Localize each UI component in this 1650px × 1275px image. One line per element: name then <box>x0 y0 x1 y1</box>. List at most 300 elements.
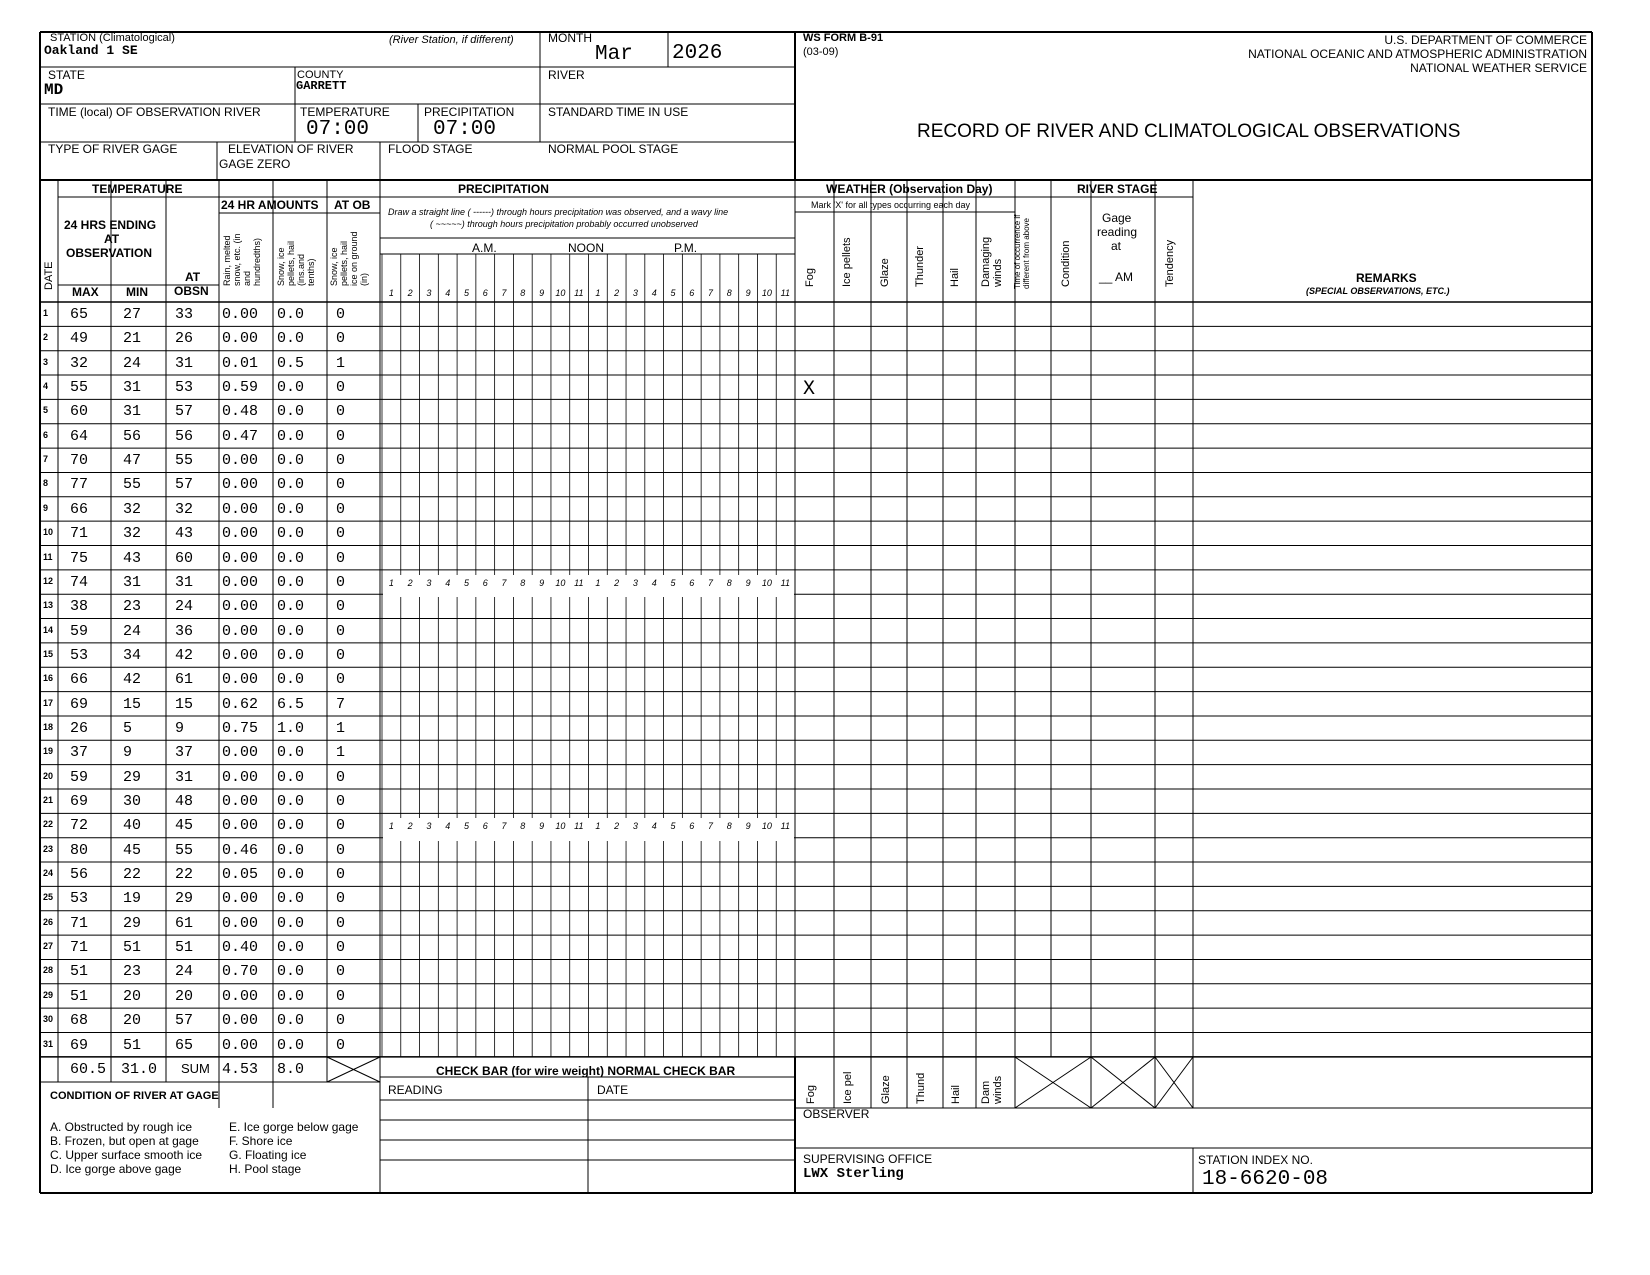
min-average: 31.0 <box>121 1061 158 1078</box>
obs-temp-cell: 9 <box>175 719 185 737</box>
min-header: MIN <box>126 285 148 299</box>
max-temp-cell: 49 <box>70 330 89 348</box>
max-temp-cell: 80 <box>70 841 89 859</box>
hour-number: 4 <box>445 288 451 298</box>
date-cell: 29 <box>43 989 54 1000</box>
snow-cell: 0.0 <box>277 671 305 689</box>
ground-cell: 0 <box>336 841 346 859</box>
hour-number: 10 <box>555 577 566 588</box>
hour-number: 6 <box>482 821 488 832</box>
ground-cell: 0 <box>336 452 346 470</box>
agency-line-3: NATIONAL WEATHER SERVICE <box>1410 61 1587 75</box>
am-header: A.M. <box>472 241 497 255</box>
hour-number: 2 <box>614 821 620 832</box>
snow-cell: 0.0 <box>277 646 305 664</box>
gage-header-3: at <box>1111 239 1122 253</box>
station-index-value: 18-6620-08 <box>1202 1168 1329 1191</box>
snow-cell: 0.0 <box>277 476 305 494</box>
hour-number: 5 <box>463 821 469 832</box>
precipitation-time-label: PRECIPITATION <box>424 105 515 119</box>
ground-cell: 0 <box>336 817 346 835</box>
hrs-ending-1: 24 HRS ENDING <box>64 218 157 232</box>
ground-cell: 0 <box>336 598 346 616</box>
hrs-ending-3: OBSERVATION <box>66 246 153 260</box>
hour-number: 8 <box>726 577 732 588</box>
obs-temp-cell: 55 <box>175 452 194 470</box>
hour-number: 7 <box>708 821 714 832</box>
snow-cell: 0.0 <box>277 379 305 397</box>
agency-line-2: NATIONAL OCEANIC AND ATMOSPHERIC ADMINISTRATION <box>1248 47 1587 61</box>
min-temp-cell: 55 <box>123 476 142 494</box>
date-cell: 16 <box>43 673 54 684</box>
max-temp-cell: 72 <box>70 817 89 835</box>
min-temp-cell: 5 <box>123 719 133 737</box>
max-temp-cell: 71 <box>70 914 89 932</box>
hour-number: 1 <box>388 577 394 588</box>
hour-number: 6 <box>689 821 695 832</box>
date-cell: 3 <box>43 356 49 367</box>
date-cell: 25 <box>43 892 54 903</box>
hour-number: 4 <box>651 821 657 832</box>
tendency-header: Tendency <box>1164 239 1176 287</box>
date-cell: 5 <box>43 405 49 416</box>
snow-cell: 0.0 <box>277 573 305 591</box>
max-temp-cell: 68 <box>70 1012 89 1030</box>
hour-number: 2 <box>407 821 413 832</box>
hour-number: 2 <box>614 577 620 588</box>
hour-number: 6 <box>482 288 488 298</box>
ground-cell: 0 <box>336 890 346 908</box>
min-temp-cell: 32 <box>123 500 142 518</box>
state-value: MD <box>44 81 64 99</box>
max-temp-cell: 69 <box>70 1036 89 1054</box>
min-temp-cell: 31 <box>123 403 142 421</box>
hour-number: 5 <box>670 821 676 832</box>
flood-stage-label: FLOOD STAGE <box>388 142 473 156</box>
hour-number: 11 <box>780 288 790 298</box>
rain-cell: 0.05 <box>222 866 259 884</box>
obs-temp-cell: 57 <box>175 476 194 494</box>
county-value: GARRETT <box>296 79 347 93</box>
obs-temp-cell: 42 <box>175 646 194 664</box>
max-temp-cell: 66 <box>70 671 89 689</box>
snow-cell: 0.0 <box>277 549 305 567</box>
river-stage-header: RIVER STAGE <box>1077 182 1158 196</box>
condition-header: Condition <box>1060 240 1072 287</box>
fog-summary: Fog <box>805 1085 817 1104</box>
hour-number: 7 <box>708 577 714 588</box>
rain-cell: 0.00 <box>222 1012 259 1030</box>
rain-cell: 0.00 <box>222 622 259 640</box>
obs-temp-cell: 31 <box>175 573 194 591</box>
max-temp-cell: 71 <box>70 525 89 543</box>
ground-cell: 0 <box>336 866 346 884</box>
precip-instructions-2: ( ~~~~~) through hours precipitation probably occurred unobserved <box>430 219 698 229</box>
hour-number: 10 <box>555 288 566 298</box>
rain-cell: 0.75 <box>222 719 259 737</box>
snow-cell: 0.0 <box>277 744 305 762</box>
thund-summary: Thund <box>915 1072 927 1104</box>
date-cell: 9 <box>43 502 49 513</box>
rain-cell: 0.00 <box>222 452 259 470</box>
hour-number: 3 <box>426 821 432 832</box>
min-temp-cell: 31 <box>123 573 142 591</box>
condition-b: B. Frozen, but open at gage <box>50 1134 199 1148</box>
snow-cell: 0.0 <box>277 939 305 957</box>
date-cell: 12 <box>43 575 54 586</box>
noon-header: NOON <box>568 241 604 255</box>
observer-label: OBSERVER <box>803 1107 870 1121</box>
max-header: MAX <box>72 285 99 299</box>
fog-header: Fog <box>804 268 816 287</box>
min-temp-cell: 42 <box>123 671 142 689</box>
date-cell: 26 <box>43 916 54 927</box>
snow-cell: 1.0 <box>277 719 305 737</box>
date-cell: 21 <box>43 795 54 805</box>
precipitation-header: PRECIPITATION <box>458 182 549 196</box>
ground-cell: 0 <box>336 500 346 518</box>
snow-cell: 0.0 <box>277 963 305 981</box>
min-temp-cell: 23 <box>123 963 142 981</box>
supervising-office-label: SUPERVISING OFFICE <box>803 1152 933 1166</box>
obs-temp-cell: 56 <box>175 427 194 445</box>
min-temp-cell: 51 <box>123 1036 142 1054</box>
hour-number: 2 <box>407 288 413 298</box>
obs-temp-cell: 29 <box>175 890 194 908</box>
ground-header: Snow, ice pellets, hail ice on ground (in) <box>329 231 369 286</box>
min-temp-cell: 29 <box>123 768 142 786</box>
max-temp-cell: 51 <box>70 963 89 981</box>
form-date: (03-09) <box>803 46 839 58</box>
hour-number: 9 <box>539 577 545 588</box>
rain-cell: 0.01 <box>222 354 259 372</box>
max-temp-cell: 51 <box>70 987 89 1005</box>
hail-header: Hail <box>949 268 961 287</box>
hour-number: 10 <box>761 288 772 298</box>
obs-temp-cell: 60 <box>175 549 194 567</box>
obsn-header: OBSN <box>174 284 209 298</box>
condition-g: G. Floating ice <box>229 1148 307 1162</box>
form-title: RECORD OF RIVER AND CLIMATOLOGICAL OBSERVATIONS <box>917 121 1461 142</box>
hour-number: 1 <box>595 288 601 298</box>
min-temp-cell: 51 <box>123 939 142 957</box>
rain-cell: 0.00 <box>222 573 259 591</box>
date-header: DATE <box>43 261 55 290</box>
ground-cell: 0 <box>336 379 346 397</box>
ice-pel-summary: Ice pel <box>842 1071 854 1104</box>
snow-cell: 0.0 <box>277 817 305 835</box>
max-average: 60.5 <box>70 1061 107 1078</box>
at-ob-header: AT OB <box>334 198 371 212</box>
max-temp-cell: 77 <box>70 476 89 494</box>
ground-cell: 0 <box>336 939 346 957</box>
rain-cell: 0.48 <box>222 403 259 421</box>
hour-number: 4 <box>445 821 451 832</box>
min-temp-cell: 34 <box>123 646 142 664</box>
date-cell: 8 <box>43 478 49 489</box>
date-cell: 24 <box>43 868 54 879</box>
min-temp-cell: 24 <box>123 622 142 640</box>
obs-temp-cell: 20 <box>175 987 194 1005</box>
hour-number: 8 <box>726 821 732 832</box>
min-temp-cell: 45 <box>123 841 142 859</box>
min-temp-cell: 29 <box>123 914 142 932</box>
snow-cell: 0.0 <box>277 427 305 445</box>
obs-temp-cell: 43 <box>175 525 194 543</box>
obs-temp-cell: 57 <box>175 403 194 421</box>
date-cell: 31 <box>43 1038 54 1049</box>
rain-cell: 0.00 <box>222 1036 259 1054</box>
hour-number: 9 <box>745 288 751 298</box>
hour-number: 3 <box>426 288 432 298</box>
hour-number: 11 <box>574 577 584 588</box>
hour-number: 4 <box>651 288 657 298</box>
max-temp-cell: 69 <box>70 793 89 810</box>
min-temp-cell: 20 <box>123 1012 142 1030</box>
year-value: 2026 <box>672 42 723 65</box>
hour-number: 7 <box>708 288 714 298</box>
hour-number: 9 <box>539 288 545 298</box>
ground-cell: 0 <box>336 987 346 1005</box>
hour-number: 3 <box>426 577 432 588</box>
obs-temp-cell: 32 <box>175 500 194 518</box>
hour-number: 9 <box>745 821 751 832</box>
hour-number: 1 <box>595 821 601 832</box>
ground-cell: 0 <box>336 573 346 591</box>
standard-time-label: STANDARD TIME IN USE <box>548 105 689 119</box>
ground-cell: 0 <box>336 963 346 981</box>
min-temp-cell: 47 <box>123 452 142 470</box>
snow-cell: 0.0 <box>277 452 305 470</box>
hour-number: 3 <box>632 288 638 298</box>
obs-temp-cell: 26 <box>175 330 194 348</box>
obs-temp-cell: 15 <box>175 695 194 713</box>
rain-cell: 0.00 <box>222 525 259 543</box>
gage-header-2: reading <box>1097 225 1138 239</box>
ground-cell: 1 <box>336 354 346 372</box>
min-temp-cell: 15 <box>123 695 142 713</box>
ice-pellets-header: Ice pellets <box>841 237 853 287</box>
rain-cell: 0.00 <box>222 549 259 567</box>
obs-temp-cell: 24 <box>175 963 194 981</box>
min-temp-cell: 40 <box>123 817 142 835</box>
max-temp-cell: 59 <box>70 768 89 786</box>
dam-winds-summary: Dam winds <box>980 1075 1004 1104</box>
rain-cell: 0.00 <box>222 671 259 689</box>
ground-cell: 0 <box>336 330 346 348</box>
date-cell: 6 <box>43 429 49 440</box>
date-cell: 2 <box>43 332 49 343</box>
hail-summary: Hail <box>950 1085 962 1104</box>
glaze-header: Glaze <box>879 258 891 287</box>
check-bar-label: CHECK BAR (for wire weight) NORMAL CHECK BAR <box>436 1064 736 1078</box>
obs-temp-cell: 24 <box>175 598 194 616</box>
hour-number: 8 <box>520 577 526 588</box>
precipitation-time-value: 07:00 <box>433 118 497 141</box>
fog-mark: X <box>803 378 816 402</box>
obs-temp-cell: 22 <box>175 866 194 884</box>
ground-cell: 0 <box>336 646 346 664</box>
hour-number: 6 <box>689 577 695 588</box>
hour-number: 11 <box>780 577 790 588</box>
rain-cell: 0.00 <box>222 646 259 664</box>
ground-cell: 0 <box>336 671 346 689</box>
hour-number: 10 <box>761 577 772 588</box>
temperature-time-value: 07:00 <box>306 118 370 141</box>
station-value: Oakland 1 SE <box>44 43 138 58</box>
min-temp-cell: 19 <box>123 890 142 908</box>
time-occurrence-header: Time of occurrence if different from above <box>1013 214 1031 289</box>
rain-cell: 0.46 <box>222 841 259 859</box>
ground-cell: 1 <box>336 744 346 762</box>
hour-number: 10 <box>555 821 566 832</box>
min-temp-cell: 20 <box>123 987 142 1005</box>
hour-number: 8 <box>726 288 732 298</box>
obs-temp-cell: 36 <box>175 622 194 640</box>
obs-temp-cell: 31 <box>175 354 194 372</box>
rain-cell: 0.00 <box>222 744 259 762</box>
snow-cell: 0.0 <box>277 841 305 859</box>
snow-cell: 0.0 <box>277 914 305 932</box>
agency-line-1: U.S. DEPARTMENT OF COMMERCE <box>1384 33 1587 47</box>
obs-temp-cell: 53 <box>175 379 194 397</box>
hour-number: 1 <box>388 821 394 832</box>
obs-temp-cell: 31 <box>175 768 194 786</box>
date-cell: 15 <box>43 648 54 659</box>
rain-cell: 0.62 <box>222 695 259 713</box>
hour-number: 10 <box>761 821 772 832</box>
date-cell: 18 <box>43 721 54 732</box>
snow-cell: 0.5 <box>277 354 305 372</box>
river-station-label: (River Station, if different) <box>389 34 514 46</box>
min-temp-cell: 21 <box>123 330 142 348</box>
snow-header: Snow, ice pellets, hail (ins.and tenths) <box>276 240 316 286</box>
hour-number: 1 <box>595 577 601 588</box>
sum-label: SUM <box>181 1061 210 1076</box>
max-temp-cell: 65 <box>70 306 89 323</box>
hour-number: 7 <box>501 821 507 832</box>
obs-temp-cell: 61 <box>175 671 194 689</box>
max-temp-cell: 26 <box>70 719 89 737</box>
observation-time-label: TIME (local) OF OBSERVATION RIVER <box>48 105 261 119</box>
min-temp-cell: 30 <box>123 793 142 810</box>
snow-cell: 0.0 <box>277 330 305 348</box>
rain-cell: 0.70 <box>222 963 259 981</box>
form-id: WS FORM B-91 <box>803 32 884 44</box>
condition-title: CONDITION OF RIVER AT GAGE <box>50 1090 219 1102</box>
snow-cell: 0.0 <box>277 403 305 421</box>
month-value: Mar <box>595 43 633 66</box>
hour-number: 7 <box>501 288 507 298</box>
snow-cell: 0.0 <box>277 622 305 640</box>
condition-a: A. Obstructed by rough ice <box>50 1120 193 1134</box>
max-temp-cell: 53 <box>70 890 89 908</box>
county-label: COUNTY <box>297 69 344 81</box>
rain-cell: 0.00 <box>222 793 259 810</box>
date-cell: 14 <box>43 624 54 635</box>
min-temp-cell: 31 <box>123 379 142 397</box>
obs-temp-cell: 48 <box>175 793 194 810</box>
date-cell: 27 <box>43 941 54 952</box>
river-label: RIVER <box>548 68 585 82</box>
snow-cell: 0.0 <box>277 1036 305 1054</box>
max-temp-cell: 53 <box>70 646 89 664</box>
rain-cell: 0.00 <box>222 914 259 932</box>
ground-cell: 0 <box>336 525 346 543</box>
ground-cell: 0 <box>336 793 346 810</box>
reading-label: READING <box>388 1083 443 1097</box>
condition-d: D. Ice gorge above gage <box>50 1162 182 1176</box>
hour-number: 5 <box>670 288 676 298</box>
rain-cell: 0.00 <box>222 768 259 786</box>
min-temp-cell: 24 <box>123 354 142 372</box>
snow-cell: 0.0 <box>277 768 305 786</box>
rain-cell: 0.00 <box>222 598 259 616</box>
rain-cell: 0.00 <box>222 890 259 908</box>
obs-temp-cell: 45 <box>175 817 194 835</box>
remarks-header: REMARKS <box>1356 271 1417 285</box>
hour-number: 6 <box>482 577 488 588</box>
date-cell: 28 <box>43 965 54 976</box>
max-temp-cell: 60 <box>70 403 89 421</box>
hour-number: 9 <box>745 577 751 588</box>
obs-temp-cell: 65 <box>175 1036 194 1054</box>
ground-cell: 7 <box>336 695 346 713</box>
snow-cell: 0.0 <box>277 1012 305 1030</box>
obs-temp-cell: 37 <box>175 744 194 762</box>
max-temp-cell: 66 <box>70 500 89 518</box>
weather-header: WEATHER (Observation Day) <box>826 182 993 196</box>
min-temp-cell: 23 <box>123 598 142 616</box>
temperature-header: TEMPERATURE <box>92 182 183 196</box>
hour-number: 6 <box>689 288 695 298</box>
damaging-winds-header: Damaging winds <box>980 236 1004 287</box>
rain-cell: 0.59 <box>222 379 259 397</box>
ground-cell: 0 <box>336 768 346 786</box>
date-cell: 10 <box>43 527 54 538</box>
rain-cell: 0.00 <box>222 476 259 494</box>
date-cell: 4 <box>43 381 49 392</box>
rain-cell: 0.00 <box>222 306 259 323</box>
condition-f: F. Shore ice <box>229 1134 293 1148</box>
month-label: MONTH <box>548 31 592 45</box>
max-temp-cell: 37 <box>70 744 89 762</box>
date-cell: 11 <box>43 551 53 562</box>
ground-cell: 1 <box>336 719 346 737</box>
state-label: STATE <box>48 68 85 82</box>
hour-number: 11 <box>574 821 584 832</box>
remarks-subheader: (SPECIAL OBSERVATIONS, ETC.) <box>1306 286 1450 296</box>
temperature-time-label: TEMPERATURE <box>300 105 390 119</box>
min-temp-cell: 32 <box>123 525 142 543</box>
ground-cell: 0 <box>336 1036 346 1054</box>
at-header: AT <box>185 270 201 284</box>
ground-cell: 0 <box>336 1012 346 1030</box>
rain-cell: 0.00 <box>222 330 259 348</box>
station-index-label: STATION INDEX NO. <box>1198 1153 1313 1167</box>
precip-instructions-1: Draw a straight line ( ------) through hours precipitation was observed, and a wavy line <box>388 207 729 217</box>
max-temp-cell: 75 <box>70 549 89 567</box>
min-temp-cell: 56 <box>123 427 142 445</box>
hour-number: 8 <box>520 288 526 298</box>
date-cell: 1 <box>43 308 49 318</box>
snow-cell: 0.0 <box>277 500 305 518</box>
hour-number: 7 <box>501 577 507 588</box>
max-temp-cell: 64 <box>70 427 89 445</box>
date-cell: 19 <box>43 746 54 757</box>
max-temp-cell: 55 <box>70 379 89 397</box>
ground-cell: 0 <box>336 914 346 932</box>
